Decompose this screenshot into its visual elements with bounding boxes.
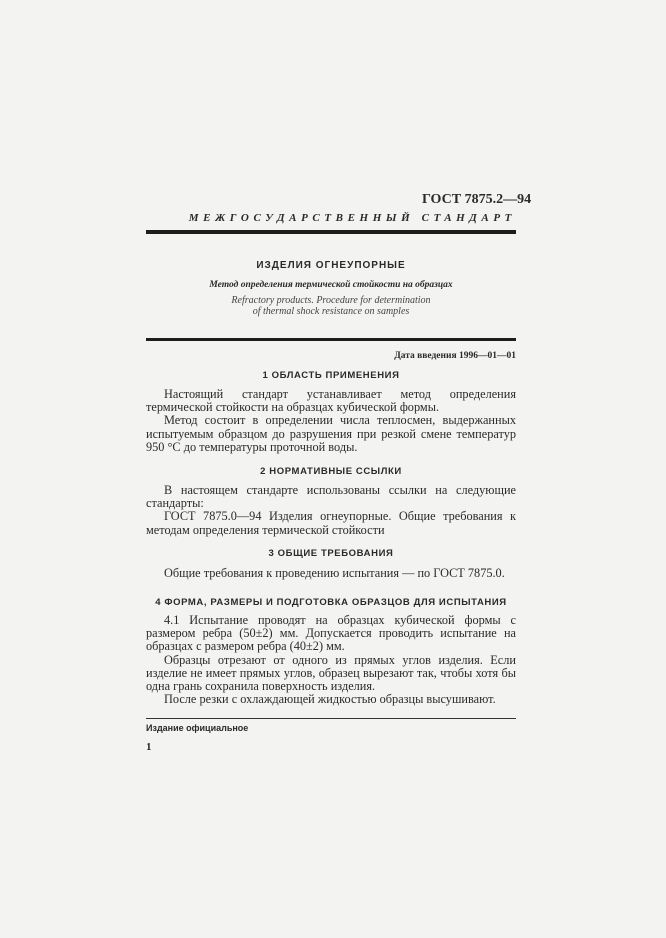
standard-type: МЕЖГОСУДАРСТВЕННЫЙ СТАНДАРТ bbox=[188, 212, 516, 224]
footer-rule bbox=[146, 718, 516, 719]
paragraph: Общие требования к проведению испытания — по ГОСТ 7875.0. bbox=[164, 566, 505, 580]
official-edition-label: Издание официальное bbox=[146, 723, 249, 733]
title-rule bbox=[146, 338, 516, 341]
method-title-ru: Метод определения термической стойкости на образцах bbox=[209, 280, 453, 290]
paragraph: После резки с охлаждающей жидкостью образцы высушивают. bbox=[164, 692, 496, 707]
page-number: 1 bbox=[146, 741, 152, 753]
header-rule bbox=[146, 230, 516, 234]
product-title: ИЗДЕЛИЯ ОГНЕУПОРНЫЕ bbox=[256, 260, 406, 271]
paragraph: ГОСТ 7875.0—94 Изделия огнеупорные. Общие требования к методам определения термической стойкости bbox=[146, 509, 516, 537]
section-1-body bbox=[146, 388, 516, 454]
paragraph: 4.1 Испытание проводят на образцах кубической формы с размером ребра (50±2) мм. Допускается проводить испытание на образцах с размером ребра (40±2) мм. bbox=[146, 613, 516, 654]
paragraph: В настоящем стандарте использованы ссылки на следующие стандарты: bbox=[146, 483, 516, 511]
section-3-heading: 3 ОБЩИЕ ТРЕБОВАНИЯ bbox=[268, 548, 394, 559]
method-title-en-line1: Refractory products. Procedure for determination bbox=[231, 295, 431, 306]
section-3-body bbox=[146, 567, 516, 580]
paragraph: Образцы отрезают от одного из прямых углов изделия. Если изделие не имеет прямых углов, образец вырезают так, чтобы хотя бы одна грань сохранила поверхность изделия. bbox=[146, 652, 516, 694]
section-2-heading: 2 НОРМАТИВНЫЕ ССЫЛКИ bbox=[260, 466, 402, 477]
section-2-body bbox=[146, 484, 516, 537]
gost-number: ГОСТ 7875.2—94 bbox=[422, 192, 532, 207]
method-title-en bbox=[146, 295, 516, 317]
intro-date: Дата введения 1996—01—01 bbox=[394, 351, 516, 361]
paragraph: Метод состоит в определении числа теплосмен, выдержанных испытуемым образцом до разрушения при резкой смене температур 950 °С до температуры проточной воды. bbox=[146, 413, 516, 454]
section-1-heading: 1 ОБЛАСТЬ ПРИМЕНЕНИЯ bbox=[262, 370, 400, 381]
section-4-heading: 4 ФОРМА, РАЗМЕРЫ И ПОДГОТОВКА ОБРАЗЦОВ ДЛЯ ИСПЫТАНИЯ bbox=[155, 597, 507, 608]
paragraph: Настоящий стандарт устанавливает метод определения термической стойкости на образцах кубической формы. bbox=[146, 387, 516, 415]
section-4-body bbox=[146, 614, 516, 706]
method-title-en-line2: of thermal shock resistance on samples bbox=[252, 306, 410, 317]
